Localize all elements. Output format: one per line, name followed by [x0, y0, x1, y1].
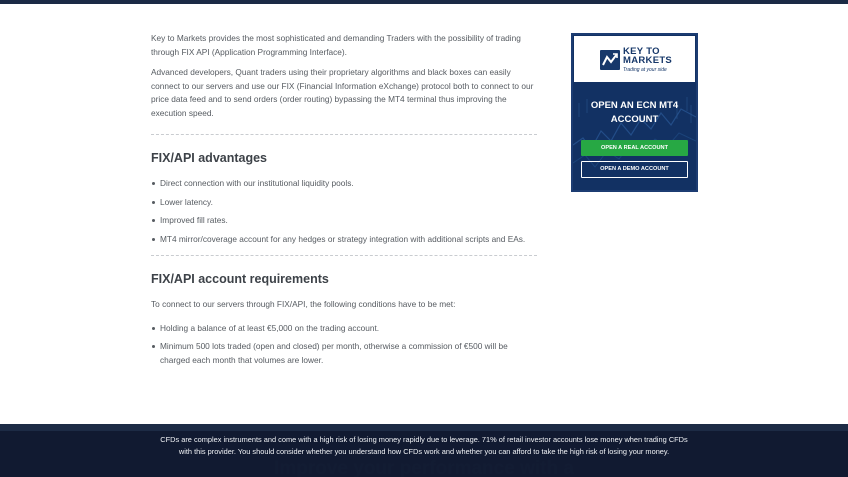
list-item: Improved fill rates.: [151, 214, 537, 228]
requirements-list: [151, 322, 537, 368]
list-item: Direct connection with our institutional liquidity pools.: [151, 177, 537, 191]
cta-title: OPEN AN ECN MT4 ACCOUNT: [590, 100, 679, 125]
advantages-list: [151, 177, 537, 246]
open-account-widget: [571, 33, 698, 192]
advantages-heading: FIX/API advantages: [151, 151, 268, 165]
list-item: MT4 mirror/coverage account for any hedges or strategy integration with additional scripts and EAs.: [151, 233, 537, 247]
main-content: [151, 32, 537, 372]
open-real-account-button[interactable]: OPEN A REAL ACCOUNT: [581, 140, 688, 156]
logo-chart-icon: [600, 50, 620, 70]
logo-line-2: MARKETS: [623, 55, 673, 66]
header-bar-edge: [0, 0, 848, 4]
section-divider: [151, 134, 537, 135]
open-demo-account-button[interactable]: OPEN A DEMO ACCOUNT: [581, 161, 688, 178]
list-item: Minimum 500 lots traded (open and closed) per month, otherwise a commission of €500 will be charged each month that volumes are lower.: [151, 340, 537, 367]
list-item: Holding a balance of at least €5,000 on the trading account.: [151, 322, 537, 336]
list-item: Lower latency.: [151, 196, 537, 210]
brand-logo[interactable]: [574, 36, 695, 82]
intro-paragraph-2: Advanced developers, Quant traders using their proprietary algorithms and black boxes can easily connect to our servers and use our FIX (Financial Information eXchange) protocol both to connect to our price data feed and to send orders (order routing) bypassing the MT4 terminal thus improving the execution speed.: [151, 67, 534, 118]
logo-line-1: KEY TO: [623, 46, 660, 57]
requirements-heading: FIX/API account requirements: [151, 272, 329, 286]
requirements-intro: To connect to our servers through FIX/API, the following conditions have to be met:: [151, 299, 456, 309]
logo-wordmark: [623, 47, 672, 65]
logo-tagline: Trading at your side: [623, 67, 667, 73]
risk-warning-text: CFDs are complex instruments and come with a high risk of losing money rapidly due to leverage. 71% of retail investor accounts lose money when trading CFDs with this provider. You should consider whether you understand how CFDs work and whether you can afford to take the high risk of losing your money.: [160, 435, 688, 456]
section-divider: [151, 255, 537, 256]
intro-paragraph-1: Key to Markets provides the most sophisticated and demanding Traders with the possibility of trading through FIX API (Application Programming Interface).: [151, 33, 521, 57]
